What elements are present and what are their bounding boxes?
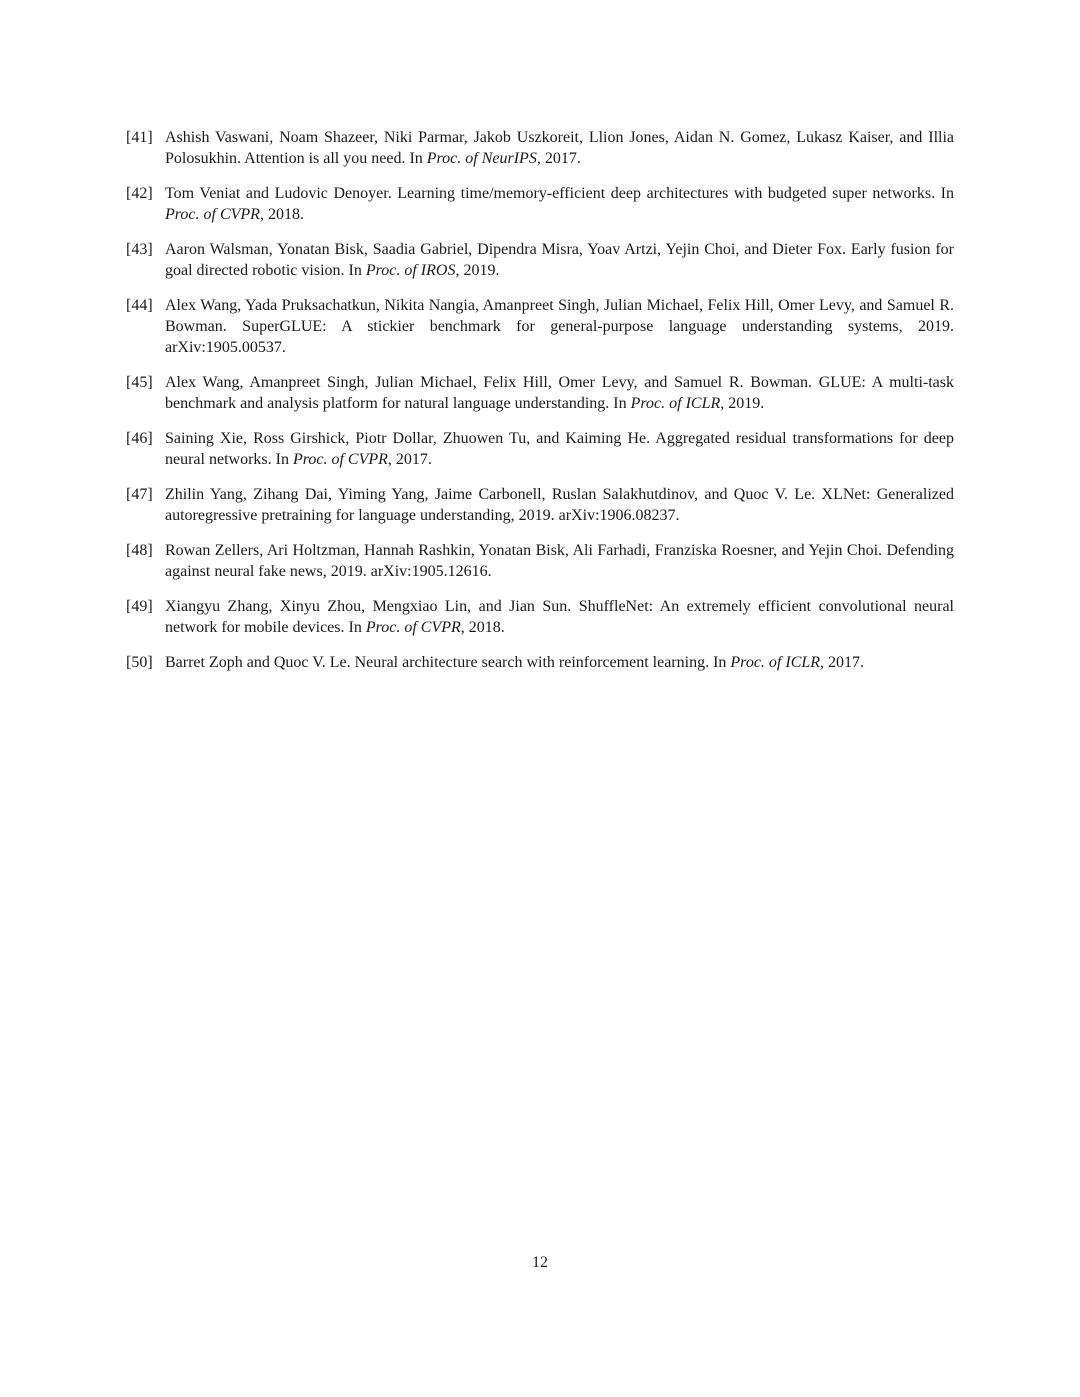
reference-year: , 2019. <box>720 395 765 412</box>
reference-text <box>165 127 954 169</box>
reference-venue: Proc. of CVPR <box>165 206 260 223</box>
reference-item <box>126 652 954 673</box>
reference-text <box>165 295 954 358</box>
reference-number: [43] <box>126 241 153 258</box>
reference-body: Xiangyu Zhang, Xinyu Zhou, Mengxiao Lin, and Jian Sun. ShuffleNet: An extremely efficient convolutional neural network for mobile devices. In <box>165 598 954 636</box>
reference-year: , 2017. <box>387 451 432 468</box>
reference-list <box>126 127 954 687</box>
reference-body: Ashish Vaswani, Noam Shazeer, Niki Parmar, Jakob Uszkoreit, Llion Jones, Aidan N. Gomez, Lukasz Kaiser, and Illia Polosukhin. Attention is all you need. In <box>165 129 954 167</box>
reference-body: Barret Zoph and Quoc V. Le. Neural architecture search with reinforcement learning. In <box>165 654 731 671</box>
reference-number: [46] <box>126 430 153 447</box>
reference-item <box>126 127 954 169</box>
reference-venue: Proc. of ICLR <box>730 654 821 671</box>
reference-year: , 2019. <box>455 262 500 279</box>
reference-number: [41] <box>126 129 153 146</box>
reference-venue: Proc. of NeurIPS <box>426 150 537 167</box>
reference-text <box>165 484 954 526</box>
reference-item <box>126 372 954 414</box>
reference-number: [47] <box>126 486 153 503</box>
reference-body: Saining Xie, Ross Girshick, Piotr Dollar, Zhuowen Tu, and Kaiming He. Aggregated residual transformations for deep neural networks. In <box>165 430 954 468</box>
reference-venue: Proc. of CVPR <box>365 619 461 636</box>
reference-text <box>165 540 954 582</box>
reference-item <box>126 596 954 638</box>
reference-body: Aaron Walsman, Yonatan Bisk, Saadia Gabriel, Dipendra Misra, Yoav Artzi, Yejin Choi, and Dieter Fox. Early fusion for goal directed robotic vision. In <box>165 241 954 279</box>
reference-number: [50] <box>126 654 153 671</box>
reference-body: Alex Wang, Amanpreet Singh, Julian Michael, Felix Hill, Omer Levy, and Samuel R. Bowman. GLUE: A multi-task benchmark and analysis platform for natural language understanding. In <box>165 374 954 412</box>
reference-body: Zhilin Yang, Zihang Dai, Yiming Yang, Jaime Carbonell, Ruslan Salakhutdinov, and Quoc V. Le. XLNet: Generalized autoregressive pretraining for language understanding, 2019. arXiv:1906.08237. <box>165 486 954 524</box>
reference-text <box>165 372 954 414</box>
reference-item <box>126 484 954 526</box>
reference-year: , 2018. <box>259 206 304 223</box>
reference-text <box>165 239 954 281</box>
reference-item <box>126 295 954 358</box>
reference-number: [42] <box>126 185 153 202</box>
reference-number: [48] <box>126 542 153 559</box>
reference-item <box>126 183 954 225</box>
reference-venue: Proc. of ICLR <box>630 395 721 412</box>
reference-text <box>165 428 954 470</box>
reference-venue: Proc. of IROS <box>365 262 456 279</box>
reference-year: , 2017. <box>536 150 581 167</box>
reference-number: [49] <box>126 598 153 615</box>
reference-number: [45] <box>126 374 153 391</box>
reference-item <box>126 239 954 281</box>
reference-text <box>165 652 954 673</box>
page-number: 12 <box>532 1254 548 1271</box>
reference-body: Rowan Zellers, Ari Holtzman, Hannah Rashkin, Yonatan Bisk, Ali Farhadi, Franziska Roesner, and Yejin Choi. Defending against neural fake news, 2019. arXiv:1905.12616. <box>165 542 954 580</box>
reference-venue: Proc. of CVPR <box>292 451 388 468</box>
reference-text <box>165 596 954 638</box>
reference-year: , 2018. <box>460 619 505 636</box>
reference-year: , 2017. <box>820 654 865 671</box>
reference-body: Alex Wang, Yada Pruksachatkun, Nikita Nangia, Amanpreet Singh, Julian Michael, Felix Hill, Omer Levy, and Samuel R. Bowman. SuperGLUE: A stickier benchmark for general-purpose language understanding systems, 2019. arXiv:1905.00537. <box>165 297 954 356</box>
reference-item <box>126 428 954 470</box>
reference-number: [44] <box>126 297 153 314</box>
reference-body: Tom Veniat and Ludovic Denoyer. Learning time/memory-efficient deep architectures with budgeted super networks. In <box>165 185 954 202</box>
reference-text <box>165 183 954 225</box>
reference-item <box>126 540 954 582</box>
